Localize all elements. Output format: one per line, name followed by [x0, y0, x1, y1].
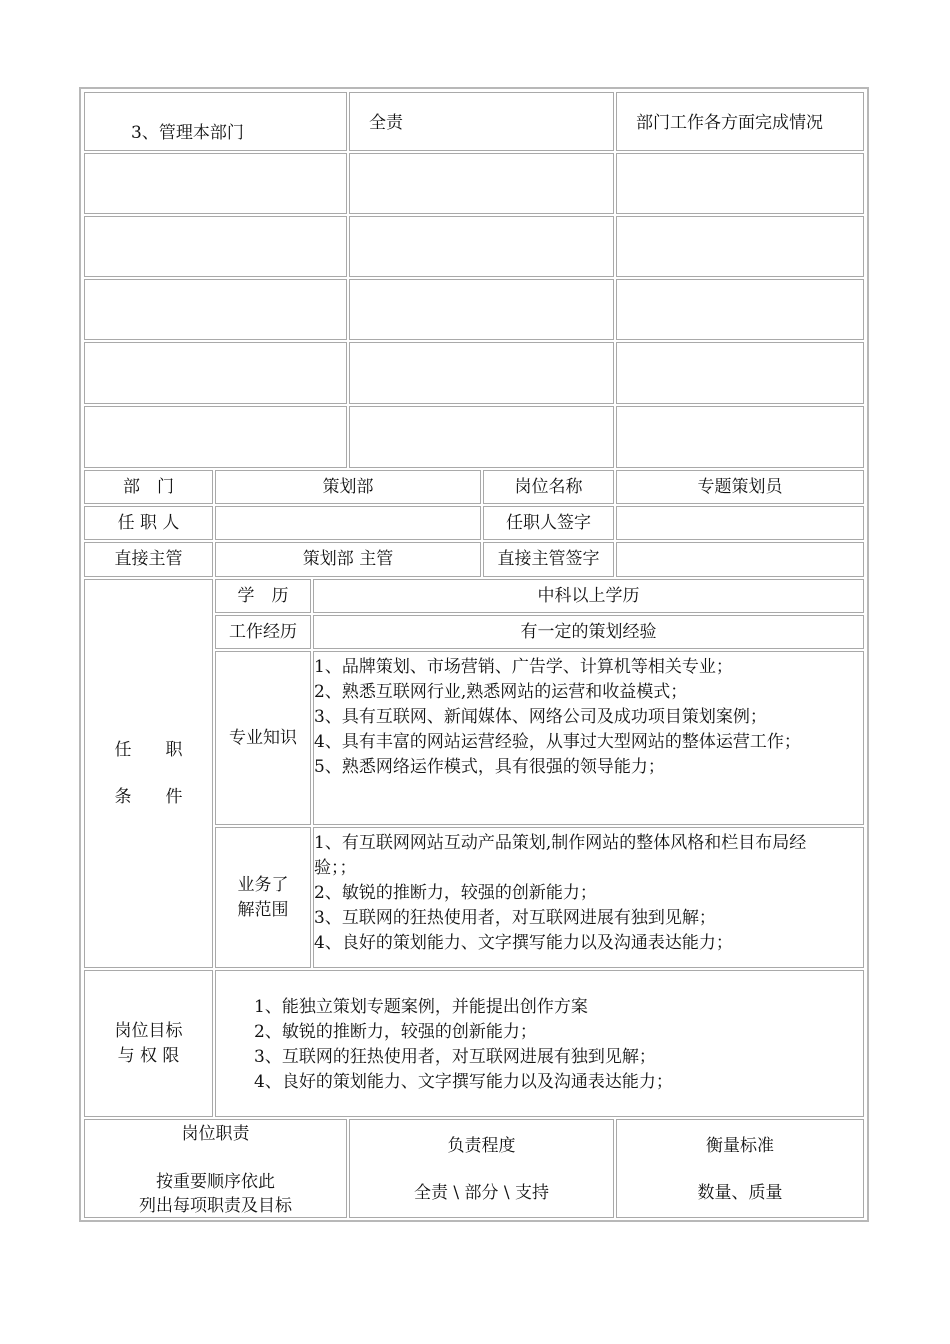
business-label-line-1: 业务了 — [237, 874, 289, 895]
empty-standard-cell — [616, 406, 864, 468]
duty-cell — [84, 92, 347, 151]
duties-note-1: 按重要顺序依此 — [156, 1172, 275, 1192]
duty-text: 3、管理本部门 — [131, 123, 244, 143]
goals-label-line-2: 与 权 限 — [117, 1045, 180, 1066]
empty-duty-cell — [84, 406, 347, 468]
business-label — [215, 827, 311, 968]
degree-header-options: 全责 \ 部分 \ 支持 — [413, 1183, 550, 1203]
goals-list — [215, 970, 864, 1117]
empty-degree-cell — [349, 279, 614, 340]
business-list — [313, 827, 864, 968]
duties-title: 岗位职责 — [181, 1124, 250, 1144]
standard-text: 部门工作各方面完成情况 — [636, 113, 823, 133]
standard-header-value: 数量、质量 — [697, 1183, 783, 1203]
duties-note-2: 列出每项职责及目标 — [139, 1196, 292, 1216]
degree-text: 全责 — [369, 113, 403, 133]
degree-header-cell — [349, 1119, 614, 1218]
business-item: 3、互联网的狂热使用者，对互联网进展有独到见解； — [314, 908, 716, 928]
duties-title-cell — [84, 1119, 347, 1218]
standard-cell — [616, 92, 864, 151]
knowledge-label: 专业知识 — [215, 651, 311, 825]
supervisor-sign-value — [616, 542, 864, 577]
supervisor-label: 直接主管 — [84, 542, 213, 577]
holder-value — [215, 506, 481, 540]
empty-standard-cell — [616, 342, 864, 404]
qualifications-label-line-2: 条 件 — [114, 786, 183, 807]
business-item: 2、敏锐的推断力，较强的创新能力； — [314, 883, 597, 903]
goal-item: 1、能独立策划专题案例，并能提出创作方案 — [254, 997, 588, 1017]
empty-degree-cell — [349, 406, 614, 468]
dept-value: 策划部 — [215, 470, 481, 504]
empty-duty-cell — [84, 216, 347, 277]
business-label-line-2: 解范围 — [237, 899, 289, 920]
empty-degree-cell — [349, 342, 614, 404]
empty-duty-cell — [84, 153, 347, 214]
business-item: 验；； — [314, 858, 357, 878]
supervisor-value: 策划部 主管 — [215, 542, 481, 577]
empty-standard-cell — [616, 216, 864, 277]
knowledge-item: 4、具有丰富的网站运营经验，从事过大型网站的整体运营工作； — [314, 732, 801, 752]
holder-sign-label: 任职人签字 — [483, 506, 614, 540]
degree-cell — [349, 92, 614, 151]
standard-header-cell — [616, 1119, 864, 1218]
position-label: 岗位名称 — [483, 470, 614, 504]
knowledge-item: 3、具有互联网、新闻媒体、网络公司及成功项目策划案例； — [314, 707, 767, 727]
empty-duty-cell — [84, 342, 347, 404]
business-item: 4、良好的策划能力、文字撰写能力以及沟通表达能力； — [314, 933, 733, 953]
goal-item: 3、互联网的狂热使用者，对互联网进展有独到见解； — [254, 1047, 656, 1067]
goals-label — [84, 970, 213, 1117]
qualifications-label — [84, 579, 213, 968]
knowledge-item: 5、熟悉网络运作模式，具有很强的领导能力； — [314, 757, 665, 777]
empty-standard-cell — [616, 279, 864, 340]
goal-item: 4、良好的策划能力、文字撰写能力以及沟通表达能力； — [254, 1072, 673, 1092]
supervisor-sign-label: 直接主管签字 — [483, 542, 614, 577]
dept-label: 部 门 — [84, 470, 213, 504]
empty-degree-cell — [349, 153, 614, 214]
degree-header-title: 负责程度 — [447, 1136, 516, 1156]
experience-label: 工作经历 — [215, 615, 311, 649]
goal-item: 2、敏锐的推断力，较强的创新能力； — [254, 1022, 537, 1042]
education-label: 学 历 — [215, 579, 311, 613]
education-value: 中科以上学历 — [313, 579, 864, 613]
holder-sign-value — [616, 506, 864, 540]
empty-duty-cell — [84, 279, 347, 340]
empty-degree-cell — [349, 216, 614, 277]
knowledge-item: 1、品牌策划、市场营销、广告学、计算机等相关专业； — [314, 657, 733, 677]
position-value: 专题策划员 — [616, 470, 864, 504]
holder-label: 任 职 人 — [84, 506, 213, 540]
knowledge-item: 2、熟悉互联网行业,熟悉网站的运营和收益模式； — [314, 682, 688, 702]
knowledge-list — [313, 651, 864, 825]
experience-value: 有一定的策划经验 — [313, 615, 864, 649]
empty-standard-cell — [616, 153, 864, 214]
qualifications-label-line-1: 任 职 — [114, 739, 183, 760]
standard-header-title: 衡量标准 — [706, 1136, 774, 1156]
business-item: 1、有互联网网站互动产品策划,制作网站的整体风格和栏目布局经 — [314, 833, 807, 853]
goals-label-line-1: 岗位目标 — [114, 1020, 183, 1041]
